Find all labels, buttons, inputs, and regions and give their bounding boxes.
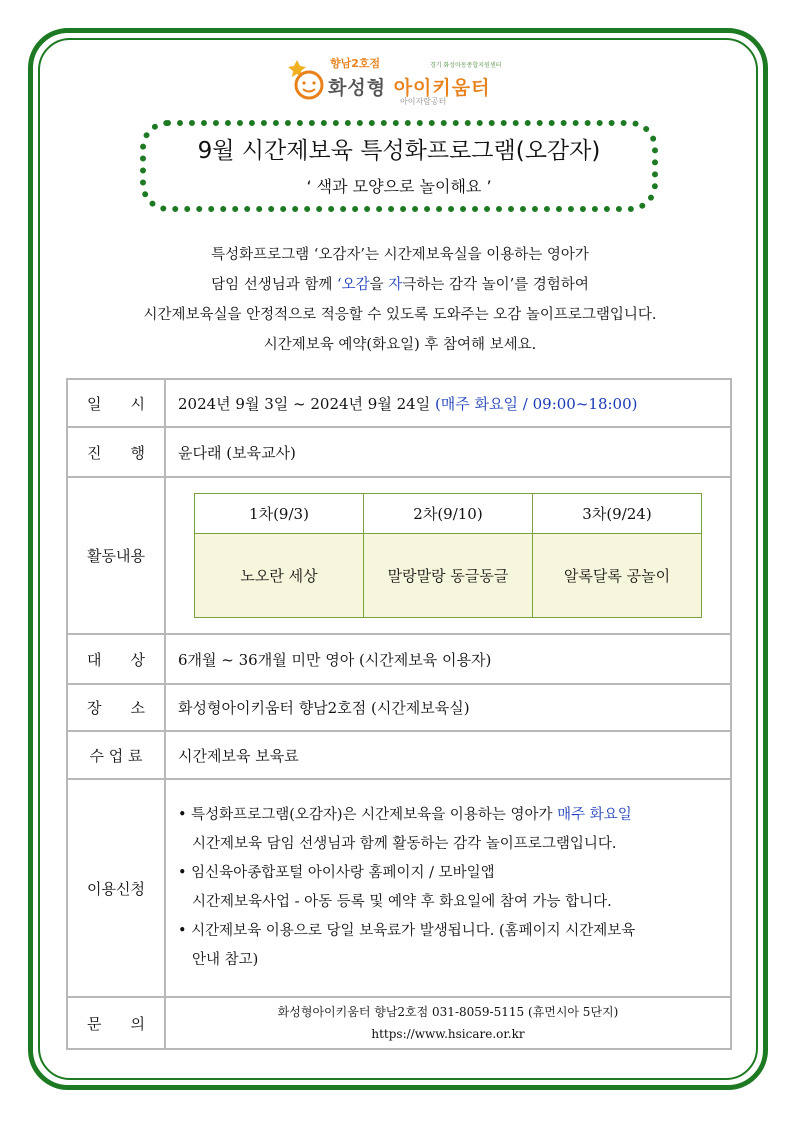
table-row bbox=[67, 379, 731, 427]
host-label: 진 행 bbox=[67, 427, 165, 477]
apply-bullet: • 임신육아종합포털 아이사랑 홈페이지 / 모바일앱 bbox=[178, 865, 495, 881]
session-title: 알록달록 공놀이 bbox=[533, 534, 702, 618]
table-row bbox=[67, 779, 731, 997]
page-subtitle: ‘ 색과 모양으로 놀이해요 ’ bbox=[306, 177, 492, 196]
apply-value bbox=[165, 779, 731, 997]
intro-text bbox=[60, 240, 740, 360]
session-round: 1차(9/3) bbox=[195, 494, 364, 534]
host-value: 윤다래 (보육교사) bbox=[165, 427, 731, 477]
session-round: 3차(9/24) bbox=[533, 494, 702, 534]
table-row bbox=[67, 684, 731, 731]
fee-value: 시간제보육 보육료 bbox=[165, 731, 731, 779]
table-row bbox=[67, 634, 731, 684]
contact-address: 화성형아이키움터 향남2호점 031-8059-5115 (휴먼시아 5단지) bbox=[277, 1005, 619, 1019]
apply-bullet: • 시간제보육 이용으로 당일 보육료가 발생됩니다. (홈페이지 시간제보육 bbox=[178, 923, 636, 939]
apply-bullet-cont: 시간제보육 담임 선생님과 함께 활동하는 감각 놀이프로그램입니다. bbox=[192, 836, 617, 852]
date-value: 2024년 9월 3일 ~ 2024년 9월 24일 (매주 화요일 / 09:00~18:00) bbox=[165, 379, 731, 427]
intro-line: 시간제보육실을 안정적으로 적응할 수 있도록 도와주는 오감 놀이프로그램입니다. bbox=[143, 307, 657, 323]
intro-line: 담임 선생님과 함께 ‘오감을 자극하는 감각 놀이’를 경험하여 bbox=[211, 277, 589, 293]
page-title: 9월 시간제보육 특성화프로그램(오감자) bbox=[197, 138, 601, 164]
activity-header-row bbox=[195, 494, 702, 534]
target-value: 6개월 ~ 36개월 미만 영아 (시간제보육 이용자) bbox=[165, 634, 731, 684]
place-value: 화성형아이키움터 향남2호점 (시간제보육실) bbox=[165, 684, 731, 731]
target-label: 대 상 bbox=[67, 634, 165, 684]
table-row bbox=[67, 427, 731, 477]
contact-value bbox=[165, 997, 731, 1049]
info-table bbox=[66, 378, 732, 1050]
place-label: 장 소 bbox=[67, 684, 165, 731]
activity-label: 활동내용 bbox=[67, 477, 165, 634]
activity-table bbox=[194, 493, 702, 618]
contact-label: 문 의 bbox=[67, 997, 165, 1049]
logo-name: 화성형 아이키움터 bbox=[328, 77, 491, 99]
logo-tagline: 아이자람공터 bbox=[400, 97, 447, 106]
date-label: 일 시 bbox=[67, 379, 165, 427]
intro-line: 시간제보육 예약(화요일) 후 참여해 보세요. bbox=[263, 337, 537, 353]
apply-label: 이용신청 bbox=[67, 779, 165, 997]
activity-title-row bbox=[195, 534, 702, 618]
session-round: 2차(9/10) bbox=[364, 494, 533, 534]
logo-face-icon bbox=[288, 58, 328, 102]
apply-bullet-cont: 안내 참고) bbox=[192, 952, 259, 968]
apply-bullet: • 특성화프로그램(오감자)은 시간제보육을 이용하는 영아가 매주 화요일 bbox=[178, 807, 632, 823]
fee-label: 수 업 료 bbox=[67, 731, 165, 779]
contact-url[interactable]: https://www.hsicare.or.kr bbox=[371, 1027, 525, 1041]
table-row bbox=[67, 477, 731, 634]
activity-cell bbox=[165, 477, 731, 634]
apply-bullet-cont: 시간제보육사업 - 아동 등록 및 예약 후 화요일에 참여 가능 합니다. bbox=[192, 894, 612, 910]
table-row bbox=[67, 997, 731, 1049]
table-row bbox=[67, 731, 731, 779]
session-title: 노오란 세상 bbox=[195, 534, 364, 618]
intro-line: 특성화프로그램 ‘오감자’는 시간제보육실을 이용하는 영아가 bbox=[211, 247, 589, 263]
partner-logo: 경기 화성아동종합지원센터 bbox=[430, 62, 502, 69]
logo-branch: 향남2호점 bbox=[330, 57, 381, 70]
session-title: 말랑말랑 동글동글 bbox=[364, 534, 533, 618]
